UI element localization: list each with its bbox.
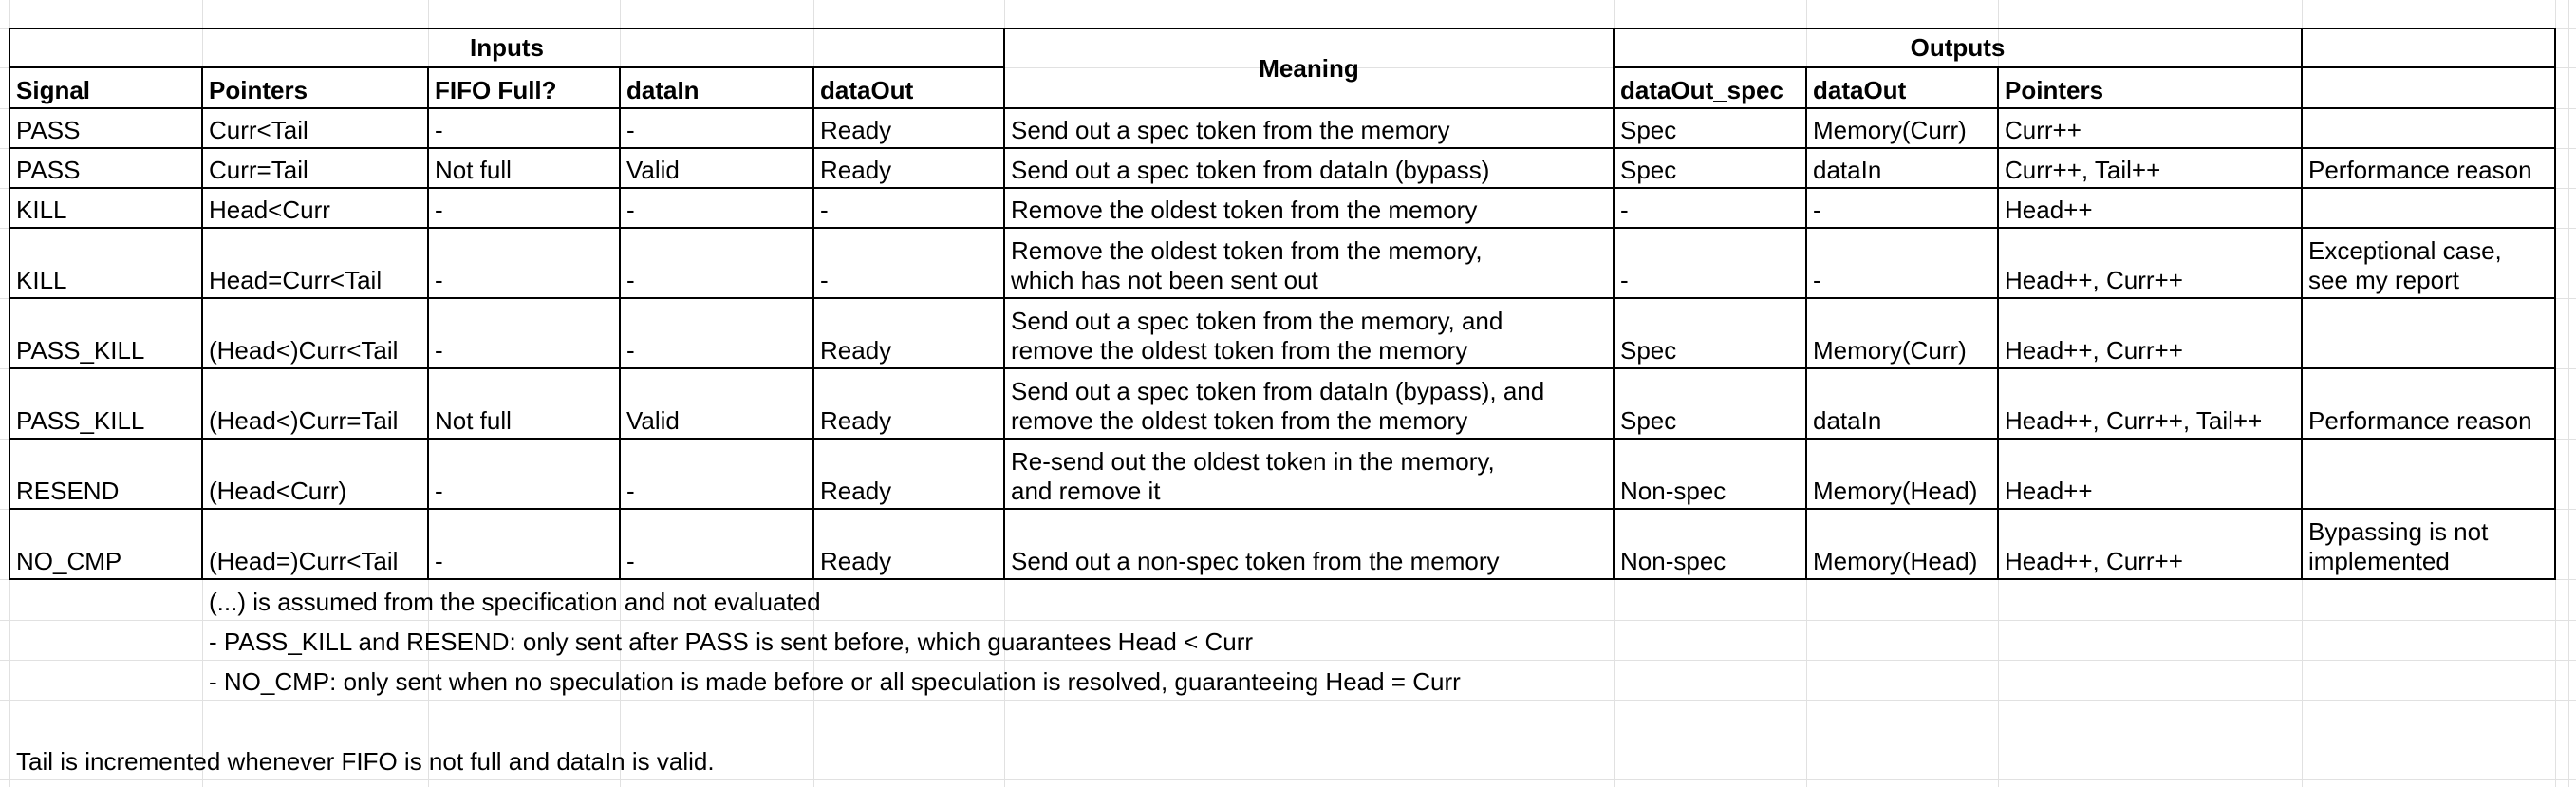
cell-data-out: Ready bbox=[820, 156, 892, 184]
cell-signal: RESEND bbox=[16, 477, 120, 505]
gridline-horizontal bbox=[0, 700, 2576, 701]
table-border bbox=[9, 187, 2556, 189]
cell-out-spec: Non-spec bbox=[1620, 547, 1727, 575]
cell-out-spec: Spec bbox=[1620, 406, 1677, 435]
footnote: (...) is assumed from the specification and not evaluated bbox=[209, 588, 821, 616]
cell-data-in: - bbox=[626, 196, 635, 224]
cell-out-data: Memory(Curr) bbox=[1813, 116, 1967, 144]
cell-text-line: Remove the oldest token from the memory, bbox=[1011, 236, 1483, 265]
cell-out-spec: - bbox=[1620, 196, 1629, 224]
cell-meaning bbox=[1004, 439, 1614, 509]
cell-data-out: Ready bbox=[820, 116, 892, 144]
cell-text-line: and remove it bbox=[1011, 477, 1161, 505]
cell-out-pointers: Head++, Curr++ bbox=[2005, 266, 2183, 294]
cell-text-line: implemented bbox=[2308, 547, 2450, 575]
footnote: - NO_CMP: only sent when no speculation is made before or all speculation is resolved, guaranteeing Head = Curr bbox=[209, 667, 1461, 696]
cell-meaning bbox=[1004, 188, 1614, 228]
cell-pointers: (Head<)Curr<Tail bbox=[209, 336, 399, 365]
table-border bbox=[1997, 66, 1999, 580]
cell-meaning bbox=[1004, 148, 1614, 188]
meaning-header: Meaning bbox=[1259, 53, 1359, 83]
cell-data-out: - bbox=[820, 196, 829, 224]
column-header: Pointers bbox=[209, 76, 308, 104]
cell-signal: KILL bbox=[16, 266, 67, 294]
cell-out-pointers: Head++, Curr++ bbox=[2005, 547, 2183, 575]
cell-text-line: Send out a spec token from the memory, and bbox=[1011, 307, 1503, 335]
cell-pointers: Curr<Tail bbox=[209, 116, 308, 144]
cell-out-pointers: Head++ bbox=[2005, 477, 2093, 505]
cell-meaning bbox=[1004, 509, 1614, 579]
cell-text-line: Send out a spec token from dataIn (bypass) bbox=[1011, 156, 1490, 184]
column-header: FIFO Full? bbox=[435, 76, 557, 104]
cell-signal: PASS bbox=[16, 156, 81, 184]
cell-note bbox=[2302, 228, 2555, 298]
cell-data-out: Ready bbox=[820, 547, 892, 575]
cell-meaning bbox=[1004, 368, 1614, 439]
cell-text-line: Re-send out the oldest token in the memory, bbox=[1011, 447, 1495, 476]
inputs-group-header: Inputs bbox=[470, 33, 544, 62]
cell-note bbox=[2302, 509, 2555, 579]
cell-meaning bbox=[1004, 228, 1614, 298]
cell-pointers: (Head<Curr) bbox=[209, 477, 347, 505]
cell-out-data: - bbox=[1813, 266, 1821, 294]
cell-meaning bbox=[1004, 298, 1614, 368]
column-header: dataIn bbox=[626, 76, 700, 104]
table-border bbox=[9, 297, 2556, 299]
table-border bbox=[9, 28, 2556, 29]
cell-text-line: Performance reason bbox=[2308, 156, 2532, 184]
cell-fifo-full: - bbox=[435, 196, 443, 224]
cell-text-line: Remove the oldest token from the memory bbox=[1011, 196, 1478, 224]
cell-note bbox=[2302, 439, 2555, 509]
table-border bbox=[9, 508, 2556, 510]
cell-pointers: Curr=Tail bbox=[209, 156, 308, 184]
cell-data-in: Valid bbox=[626, 156, 680, 184]
cell-pointers: Head<Curr bbox=[209, 196, 330, 224]
table-border bbox=[1613, 66, 2555, 68]
cell-signal: NO_CMP bbox=[16, 547, 122, 575]
cell-signal: PASS bbox=[16, 116, 81, 144]
cell-out-spec: Spec bbox=[1620, 156, 1677, 184]
column-header: Pointers bbox=[2005, 76, 2104, 104]
cell-out-data: dataIn bbox=[1813, 406, 1882, 435]
cell-data-out: Ready bbox=[820, 477, 892, 505]
cell-text-line: Bypassing is not bbox=[2308, 517, 2489, 546]
cell-out-spec: Non-spec bbox=[1620, 477, 1727, 505]
table-border bbox=[201, 66, 203, 580]
cell-text-line: Send out a non-spec token from the memory bbox=[1011, 547, 1500, 575]
table-border bbox=[427, 66, 429, 580]
cell-text-line: remove the oldest token from the memory bbox=[1011, 336, 1468, 365]
column-header: Signal bbox=[16, 76, 91, 104]
cell-text-line: Send out a spec token from the memory bbox=[1011, 116, 1450, 144]
cell-fifo-full: Not full bbox=[435, 406, 512, 435]
table-border bbox=[9, 66, 1004, 68]
table-border bbox=[9, 227, 2556, 229]
footnote: - PASS_KILL and RESEND: only sent after PASS is sent before, which guarantees Head < Curr bbox=[209, 628, 1254, 656]
cell-signal: PASS_KILL bbox=[16, 336, 145, 365]
table-border bbox=[812, 66, 814, 580]
cell-out-pointers: Head++, Curr++, Tail++ bbox=[2005, 406, 2263, 435]
cell-meaning bbox=[1004, 108, 1614, 148]
cell-text-line: remove the oldest token from the memory bbox=[1011, 406, 1468, 435]
table-border bbox=[9, 28, 10, 580]
cell-out-spec: Spec bbox=[1620, 336, 1677, 365]
cell-data-out: Ready bbox=[820, 406, 892, 435]
cell-fifo-full: - bbox=[435, 547, 443, 575]
cell-note bbox=[2302, 148, 2555, 188]
cell-text-line: Send out a spec token from dataIn (bypass), and bbox=[1011, 377, 1545, 405]
cell-text-line: Performance reason bbox=[2308, 406, 2532, 435]
cell-fifo-full: - bbox=[435, 266, 443, 294]
cell-pointers: Head=Curr<Tail bbox=[209, 266, 383, 294]
column-header: dataOut bbox=[820, 76, 914, 104]
cell-note bbox=[2302, 108, 2555, 148]
cell-out-data: Memory(Curr) bbox=[1813, 336, 1967, 365]
cell-text-line: Exceptional case, bbox=[2308, 236, 2502, 265]
cell-pointers: (Head<)Curr=Tail bbox=[209, 406, 399, 435]
cell-signal: PASS_KILL bbox=[16, 406, 145, 435]
cell-out-data: Memory(Head) bbox=[1813, 477, 1978, 505]
cell-out-pointers: Curr++, Tail++ bbox=[2005, 156, 2161, 184]
cell-fifo-full: - bbox=[435, 336, 443, 365]
cell-fifo-full: - bbox=[435, 116, 443, 144]
gridline-vertical bbox=[2568, 0, 2569, 787]
gridline-horizontal bbox=[0, 779, 2576, 780]
cell-out-data: dataIn bbox=[1813, 156, 1882, 184]
column-header: dataOut_spec bbox=[1620, 76, 1783, 104]
table-border bbox=[9, 438, 2556, 440]
cell-note bbox=[2302, 298, 2555, 368]
table-border bbox=[2554, 28, 2556, 580]
cell-text-line: which has not been sent out bbox=[1011, 266, 1318, 294]
cell-out-data: - bbox=[1813, 196, 1821, 224]
table-border bbox=[1003, 28, 1005, 580]
table-border bbox=[9, 367, 2556, 369]
cell-out-spec: Spec bbox=[1620, 116, 1677, 144]
cell-note bbox=[2302, 188, 2555, 228]
table-border bbox=[2301, 28, 2303, 580]
table-border bbox=[9, 147, 2556, 149]
cell-out-pointers: Head++ bbox=[2005, 196, 2093, 224]
cell-data-out: - bbox=[820, 266, 829, 294]
cell-fifo-full: - bbox=[435, 477, 443, 505]
cell-signal: KILL bbox=[16, 196, 67, 224]
cell-data-in: - bbox=[626, 116, 635, 144]
cell-out-pointers: Curr++ bbox=[2005, 116, 2081, 144]
cell-data-in: - bbox=[626, 547, 635, 575]
outputs-group-header: Outputs bbox=[1910, 33, 2006, 62]
cell-out-spec: - bbox=[1620, 266, 1629, 294]
table-border bbox=[1613, 28, 1615, 580]
column-header: dataOut bbox=[1813, 76, 1907, 104]
cell-out-pointers: Head++, Curr++ bbox=[2005, 336, 2183, 365]
cell-pointers: (Head=)Curr<Tail bbox=[209, 547, 399, 575]
cell-data-out: Ready bbox=[820, 336, 892, 365]
cell-text-line: see my report bbox=[2308, 266, 2459, 294]
table-border bbox=[1805, 66, 1807, 580]
footer-note: Tail is incremented whenever FIFO is not full and dataIn is valid. bbox=[16, 747, 715, 776]
cell-out-data: Memory(Head) bbox=[1813, 547, 1978, 575]
cell-data-in: - bbox=[626, 477, 635, 505]
cell-data-in: - bbox=[626, 266, 635, 294]
cell-note bbox=[2302, 368, 2555, 439]
table-border bbox=[619, 66, 621, 580]
cell-data-in: - bbox=[626, 336, 635, 365]
cell-data-in: Valid bbox=[626, 406, 680, 435]
cell-fifo-full: Not full bbox=[435, 156, 512, 184]
table-border bbox=[9, 107, 2556, 109]
